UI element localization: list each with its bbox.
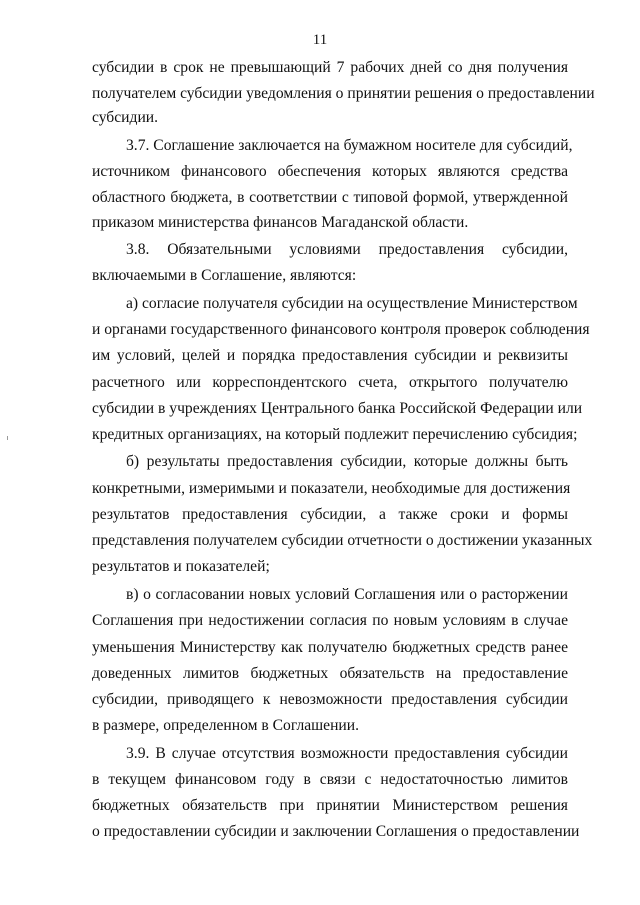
- text-line: источником финансового обеспечения которых являются средства: [92, 163, 568, 180]
- text-line: в текущем финансовом году в связи с недостаточностью лимитов: [92, 771, 568, 788]
- text-line: им условий, целей и порядка предоставления субсидии и реквизиты: [92, 347, 568, 364]
- text-line: субсидии в учреждениях Центрального банка Российской Федерации или: [92, 400, 583, 417]
- text-line: субсидии.: [92, 109, 159, 126]
- text-line: субсидии, приводящего к невозможности предоставления субсидии: [92, 691, 568, 708]
- text-line: результатов предоставления субсидии, а также сроки и формы: [92, 506, 568, 523]
- text-line: результатов и показателей;: [92, 558, 270, 575]
- page-number: 11: [312, 32, 328, 48]
- text-line: уменьшения Министерству как получателю бюджетных средств ранее: [92, 639, 568, 656]
- text-line: в) о согласовании новых условий Соглашения или о расторжении: [126, 586, 568, 603]
- text-line: субсидии в срок не превышающий 7 рабочих дней со дня получения: [92, 59, 568, 76]
- text-line: представления получателем субсидии отчетности о достижении указанных: [92, 532, 593, 549]
- text-line: включаемыми в Соглашение, являются:: [92, 267, 357, 284]
- text-line: 3.9. В случае отсутствия возможности предоставления субсидии: [126, 745, 568, 762]
- text-line: 3.7. Соглашение заключается на бумажном носителе для субсидий,: [126, 137, 573, 154]
- text-line: о предоставлении субсидии и заключении Соглашения о предоставлении: [92, 823, 580, 840]
- text-line: получателем субсидии уведомления о принятии решения о предоставлении: [92, 85, 595, 102]
- text-line: конкретными, измеримыми и показатели, необходимые для достижения: [92, 480, 571, 497]
- text-line: расчетного или корреспондентского счета, открытого получателю: [92, 374, 568, 391]
- text-line: 3.8. Обязательными условиями предоставления субсидии,: [126, 241, 568, 258]
- text-line: а) согласие получателя субсидии на осуществление Министерством: [126, 295, 578, 312]
- text-line: б) результаты предоставления субсидии, которые должны быть: [126, 453, 568, 470]
- text-line: областного бюджета, в соответствии с типовой формой, утвержденной: [92, 189, 568, 206]
- text-line: приказом министерства финансов Магаданской области.: [92, 214, 469, 231]
- text-line: в размере, определенном в Соглашении.: [92, 717, 360, 734]
- text-line: и органами государственного финансового контроля проверок соблюдения: [92, 321, 590, 338]
- text-line: бюджетных обязательств при принятии Министерством решения: [92, 797, 568, 814]
- scan-mark: [7, 436, 8, 440]
- text-line: доведенных лимитов бюджетных обязательств на предоставление: [92, 665, 568, 682]
- text-line: Соглашения при недостижении согласия по новым условиям в случае: [92, 612, 568, 629]
- text-line: кредитных организациях, на который подлежит перечислению субсидия;: [92, 426, 578, 443]
